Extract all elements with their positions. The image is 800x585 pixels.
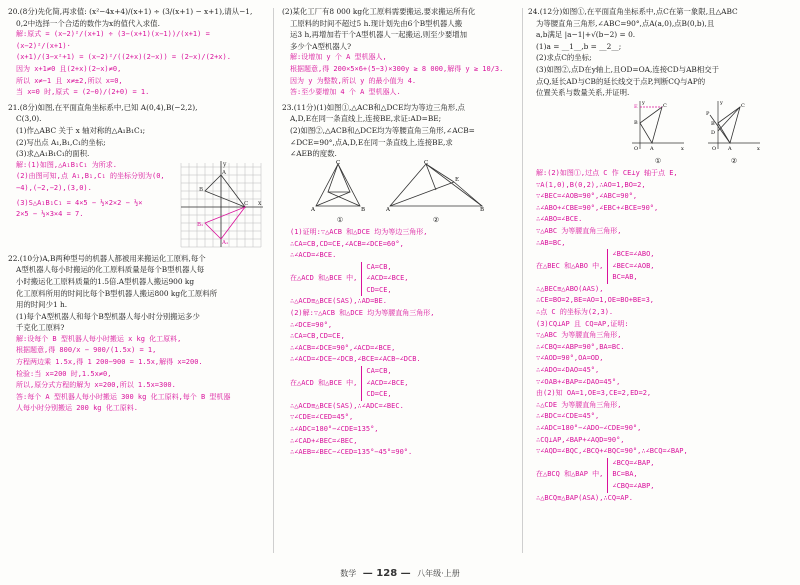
- answer-line: ∴∠ABO=∠BCE.: [536, 215, 583, 224]
- question-line: 0,2中选择一个合适的数作为x的值代入求值.: [16, 18, 160, 28]
- question-line: 20.(8分)先化简,再求值: (x²−4x+4)/(x+1) ÷ (3/(x+1) − x+1),请从−1,: [8, 7, 253, 16]
- svg-text:B: B: [480, 206, 485, 212]
- question-21: [8, 102, 264, 160]
- question-line: 点Q,延长AD与CB的延长线交于点P,判断CQ与AP的: [536, 76, 706, 86]
- proof-brace: [607, 249, 654, 284]
- question-line: 23.(11分)(1)如图①,△ACB和△DCE均为等边三角形,点: [282, 102, 465, 112]
- figures-24: [528, 99, 790, 168]
- answer-line: ∴CQ⊥AP,∠BAP+∠AQD=90°,: [536, 435, 625, 444]
- svg-text:P: P: [706, 110, 710, 117]
- answer-line: (2)由图可知,点 A₁,B₁,C₁ 的坐标分别为(0,: [16, 172, 165, 181]
- svg-text:B: B: [711, 120, 715, 127]
- answer-line: ∴∠ACB=∠DCE=90°,∠ACD=∠BCE,: [290, 343, 396, 352]
- svg-text:C: C: [244, 200, 249, 207]
- answer-line: ∴∠ADC=180°−∠ADO−∠CDE=90°,: [536, 424, 642, 432]
- question-line: 用的时间少1 h.: [16, 300, 68, 310]
- answer-line: ∴△ACD≌△BCE(SAS),∴∠ADC=∠BEC.: [290, 401, 404, 410]
- answer-line: ∴CA=CB,CD=CE,: [290, 332, 345, 341]
- question-line: 小时搬运化工原料质量的1.5倍.A型机器人搬运900 kg: [16, 276, 195, 286]
- proof-brace: [607, 458, 654, 493]
- answer-line: ∴∠DCE=90°,: [290, 320, 333, 329]
- question-line: 24.(12分)如图①,在平面直角坐标系中,点C在第一象限,且△ABC: [528, 7, 738, 16]
- question-22-part2: [282, 6, 518, 52]
- answer-line: ∴△CDE 为等腰直角三角形,: [536, 400, 622, 409]
- answer-line: (1)证明:∵△ACB 和△DCE 均为等边三角形,: [290, 227, 428, 236]
- answer-line: ∴△BCQ≌△BAP(ASA),∴CQ=AP.: [536, 493, 633, 502]
- svg-text:y: y: [720, 99, 723, 106]
- answer-line: ∵∠CDE=∠CED=45°,: [290, 413, 354, 422]
- answer-line: ∵△ABC 为等腰直角三角形,: [536, 331, 622, 340]
- figure-label: ②: [730, 157, 738, 166]
- coordinate-figure-2: [704, 99, 764, 153]
- answer-line: 在△ACD 和△BCE 中,: [290, 274, 358, 283]
- question-line: (2)写出点 A₁,B₁,C₁的坐标;: [16, 137, 106, 147]
- page-footer: [0, 568, 800, 579]
- answer-line: (3)S△A₁B₁C₁ = 4×5 − ½×2×2 − ½×: [16, 198, 143, 207]
- svg-text:A: A: [728, 145, 732, 152]
- answer-line: 在△ACD 和△BCE 中,: [290, 378, 358, 387]
- question-line: (1)每个A型机器人和每个B型机器人每小时分别搬运多少: [16, 311, 200, 321]
- triangle-figure-2: [386, 160, 486, 212]
- answer-line: 所以 x≠−1 且 x≠±2,所以 x=0,: [16, 76, 123, 85]
- question-24: [528, 6, 790, 99]
- answer-line: 解:(1)如图,△A₁B₁C₁ 为所求.: [16, 160, 118, 169]
- answer-line: ∴∠ACD=∠DCE−∠DCB,∠BCE=∠ACB−∠DCB.: [290, 355, 421, 364]
- answer-line: ∠BEC=∠AOB,: [612, 261, 655, 270]
- svg-text:B₁: B₁: [197, 221, 204, 228]
- answer-line: ∵∠AOD=90°,OA=OD,: [536, 354, 604, 363]
- answer-line: ∵∠AQD=∠BQC,∠BCQ+∠BQC=90°,∴∠BCQ=∠BAP,: [536, 447, 688, 456]
- question-line: 为等腰直角三角形,∠ABC=90°,点A(a,0),点B(0,b),且: [536, 18, 715, 28]
- answer-line: ∴∠ADO=∠DAO=45°,: [536, 366, 600, 375]
- answer-line: CD=CE,: [366, 285, 392, 294]
- answer-line: ∴AB=BC,: [536, 238, 566, 247]
- answer-line: ∴点 C 的坐标为(2,3).: [536, 308, 614, 317]
- svg-text:B: B: [361, 206, 366, 212]
- question-line: 千克化工原料?: [16, 323, 65, 333]
- answer-line: ∠ACD=∠BCE,: [366, 378, 409, 387]
- answer-line: 答:每个 A 型机器人每小时搬运 300 kg 化工原料,每个 B 型机器: [16, 392, 231, 401]
- answer-line: 解:设每个 B 型机器人每小时搬运 x kg 化工原料,: [16, 334, 182, 343]
- question-line: 21.(8分)如图,在平面直角坐标系中,已知 A(0,4),B(−2,2),: [8, 102, 198, 112]
- question-line: 22.(10分)A,B两种型号的机器人都被用来搬运化工原料,每个: [8, 253, 206, 263]
- answer-line: 因为 y 为整数,所以 y 的最小值为 4.: [290, 76, 417, 85]
- answer-line: ∴△BEC≌△ABO(AAS),: [536, 284, 604, 293]
- answer-line: ∠ACD=∠BCE,: [366, 274, 409, 283]
- column-left: [8, 6, 264, 555]
- answer-line: CA=CB,: [366, 262, 392, 271]
- svg-text:y: y: [642, 99, 645, 106]
- answer-line: −4),(−2,−2),(3,0).: [16, 183, 92, 192]
- proof-brace: [361, 262, 408, 297]
- svg-text:B: B: [199, 186, 204, 193]
- answer-line: 根据题意,得 800/x − 900/(1.5x) = 1,: [16, 346, 157, 355]
- question-22: [8, 253, 264, 334]
- answer-line: 根据题意,得 200×5×6+(5−3)×300y ≥ 8 000,解得 y ≥ 10/3.: [290, 64, 504, 73]
- answer-line: (x+1)/(3−x²+1) = (x−2)²/((2+x)(2−x)) = (2−x)/(2+x).: [16, 53, 231, 62]
- answer-line: 所以,原分式方程的解为 x=200,所以 1.5x=300.: [16, 381, 176, 390]
- svg-text:O: O: [634, 145, 639, 152]
- answer-line: ∴∠ADC=180°−∠CDE=135°,: [290, 425, 379, 433]
- page-number: — 128 —: [362, 568, 411, 579]
- answer-21: [8, 160, 178, 250]
- question-line: A,D,E在同一条直线上,连接BE,求证:AD=BE;: [290, 114, 442, 124]
- answer-line: 人每小时分别搬运 200 kg 化工原料.: [16, 404, 138, 413]
- question-line: C(3,0).: [16, 114, 42, 124]
- svg-text:C: C: [741, 102, 745, 109]
- answer-line: 检验:当 x=200 时,1.5x≠0,: [16, 369, 112, 378]
- answer-line: 答:至少要增加 4 个 A 型机器人.: [290, 88, 401, 97]
- answer-line: ∴∠ACD=∠BCE.: [290, 251, 337, 260]
- answer-20: [8, 29, 264, 99]
- answer-line: CD=CE,: [366, 390, 392, 399]
- question-line: 多少个A型机器人?: [290, 41, 352, 51]
- question-line: 位置关系与数量关系,并证明.: [536, 88, 630, 98]
- question-line: A型机器人每小时搬运的化工原料质量是每个B型机器人每: [16, 265, 205, 275]
- answer-line: ∵△ABC 为等腰直角三角形,: [536, 226, 622, 235]
- answer-line: ∴CE=BO=2,BE=AO=1,OE=BO+BE=3,: [536, 296, 655, 305]
- answer-line: (3)CQ⊥AP 且 CQ=AP,证明:: [536, 319, 629, 328]
- column-divider: [522, 8, 523, 553]
- answer-line: 2×5 − ½×3×4 = 7.: [16, 210, 84, 219]
- question-line: 运3 h,再增加若干个A型机器人一起搬运,则至少要增加: [290, 30, 468, 40]
- answer-line: 解:(2)如图①,过点 C 作 CE⊥y 轴于点 E,: [536, 168, 678, 177]
- answer-24: [528, 168, 790, 504]
- answer-line: 在△BCQ 和△BAP 中,: [536, 470, 604, 479]
- answer-line: 当 x=0 时,原式 = (2−0)/(2+0) = 1.: [16, 88, 150, 97]
- svg-text:B: B: [634, 119, 638, 126]
- svg-text:C: C: [663, 102, 667, 109]
- svg-text:A: A: [222, 169, 226, 176]
- coordinate-figure-1: [628, 99, 688, 153]
- column-divider: [273, 8, 274, 553]
- answer-line: 在△BEC 和△ABO 中,: [536, 261, 604, 270]
- question-line: a,b满足 |a−1|+√(b−2) = 0.: [536, 30, 636, 40]
- column-right: [528, 6, 790, 555]
- svg-text:O: O: [712, 145, 717, 152]
- question-line: 化工原料所用的时间比每个B型机器人搬运800 kg化工原料所: [16, 288, 218, 298]
- answer-line: ∴△ACD≌△BCE(SAS),∴AD=BE.: [290, 297, 387, 306]
- column-middle: [282, 6, 518, 555]
- answer-line: ∴∠ABO+∠CBE=90°,∠EBC+∠BCE=90°,: [536, 203, 659, 212]
- answer-line: 解:设增加 y 个 A 型机器人,: [290, 53, 387, 62]
- answer-line: ∠CBQ=∠ABP,: [612, 481, 655, 490]
- question-line: (2)某化工厂有8 000 kg化工原料需要搬运,要求搬运所有化: [282, 7, 476, 16]
- answer-line: ∵∠BEC=∠AOB=90°,∠ABC=90°,: [536, 192, 638, 201]
- figures-23: [282, 160, 518, 227]
- figure-label: ①: [336, 216, 344, 225]
- svg-text:x: x: [258, 199, 262, 207]
- svg-text:x: x: [757, 145, 760, 152]
- svg-text:A: A: [650, 145, 654, 152]
- svg-text:A: A: [386, 206, 390, 212]
- answer-line: CA=CB,: [366, 367, 392, 376]
- answer-line: ∠BCE=∠ABO,: [612, 250, 655, 259]
- answer-line: 解:原式 = (x−2)²/(x+1) ÷ (3−(x+1)(x−1))/(x+1) = (x−2)²/(x+1)·: [16, 30, 210, 50]
- question-line: (3)求△A₁B₁C₁的面积.: [16, 149, 90, 159]
- svg-text:E: E: [455, 176, 460, 183]
- question-line: ∠AEB的度数.: [290, 149, 337, 159]
- answer-line: ∴∠BDC=∠CDE=45°,: [536, 412, 600, 421]
- question-line: (1)a = __1__,b = __2__;: [536, 41, 622, 51]
- svg-text:C: C: [336, 159, 341, 166]
- answer-line: ∠BCQ=∠BAP,: [612, 458, 655, 467]
- question-20: [8, 6, 264, 29]
- footer-subject: 数学: [340, 569, 357, 578]
- triangle-figure-1: [310, 160, 370, 212]
- answer-line: 由(2)知 OA=1,OE=3,CE=2,ED=2,: [536, 389, 652, 398]
- answer-line: ∵A(1,0),B(0,2),∴AO=1,BO=2,: [536, 180, 646, 189]
- answer-line: BC=AB,: [612, 273, 638, 282]
- svg-text:D: D: [711, 129, 716, 136]
- answer-line: (2)解:∵△ACB 和△DCE 均为等腰直角三角形,: [290, 309, 435, 318]
- answer-22: [8, 334, 264, 415]
- footer-grade: 八年级·上册: [417, 569, 460, 578]
- answer-line: 方程两边乘 1.5x,得 1 200−900 = 1.5x,解得 x=200.: [16, 358, 203, 367]
- svg-text:A: A: [311, 206, 315, 212]
- proof-brace: [361, 366, 408, 401]
- question-line: (2)求点C的坐标;: [536, 53, 592, 63]
- answer-23: [282, 227, 518, 459]
- question-23: [282, 102, 518, 160]
- svg-text:A₁: A₁: [222, 239, 229, 246]
- answer-line: BC=BA,: [612, 470, 638, 479]
- coordinate-grid-figure: [178, 160, 264, 250]
- svg-text:y: y: [223, 160, 227, 168]
- question-line: ∠DCE=90°,点A,D,E在同一条直线上,连接BE,求: [290, 137, 453, 147]
- figure-label: ①: [654, 157, 662, 166]
- answer-line: ∴CA=CB,CD=CE,∠ACB=∠DCE=60°,: [290, 239, 404, 248]
- answer-22-part2: [282, 52, 518, 98]
- answer-line: ∵∠OAB+∠BAP=∠DAO=45°,: [536, 377, 621, 386]
- answer-line: ∴∠CBQ=∠ABP=90°,BA=BC.: [536, 342, 625, 351]
- answer-line: 因为 x+1≠0 且(2+x)(2−x)≠0,: [16, 64, 122, 73]
- question-line: (3)如图②,点D在y轴上,且OD=OA,连接CD与AB相交于: [536, 64, 720, 74]
- svg-text:E: E: [634, 103, 638, 110]
- question-line: (1)作△ABC 关于 x 轴对称的△A₁B₁C₁;: [16, 125, 146, 135]
- answer-line: ∴∠CAD+∠BEC=∠BEC,: [290, 436, 358, 445]
- svg-text:C: C: [424, 159, 429, 166]
- question-line: (2)如图②,△ACB和△DCE均为等腰直角三角形,∠ACB=: [290, 125, 475, 135]
- answer-line: ∴∠AEB=∠BEC−∠CED=135°−45°=90°.: [290, 448, 413, 457]
- svg-text:x: x: [681, 145, 684, 152]
- question-line: 工原料的时间不超过5 h.现计划先由6个B型机器人搬: [290, 18, 463, 28]
- figure-label: ②: [432, 216, 440, 225]
